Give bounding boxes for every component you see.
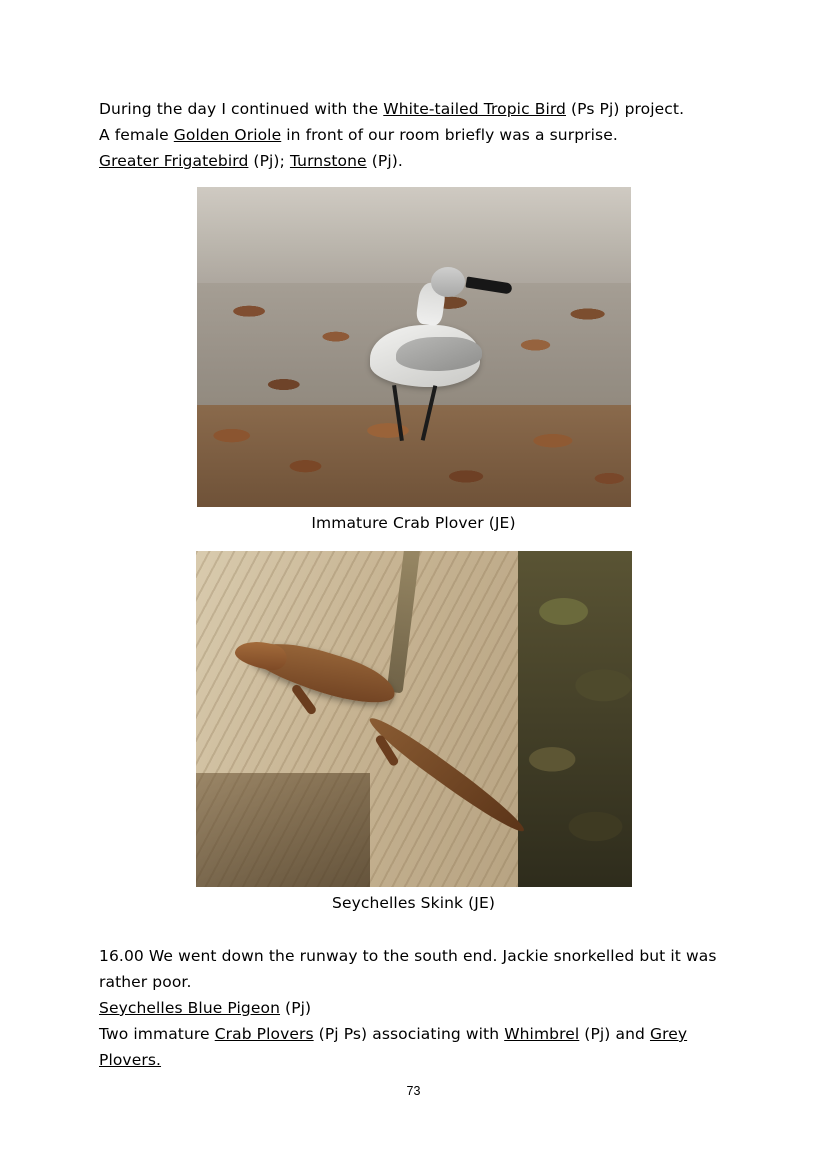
- figure-caption: Seychelles Skink (JE): [332, 894, 495, 912]
- species-link-grey-plovers-part2: Plovers.: [99, 1051, 162, 1069]
- species-link-whimbrel: Whimbrel: [504, 1025, 580, 1043]
- photo-crab-plover: [197, 187, 631, 507]
- bottom-paragraph: [99, 943, 728, 1073]
- photo-region-leaf-litter: [197, 405, 631, 507]
- page-number: 73: [406, 1084, 421, 1098]
- text-run: A female: [99, 126, 174, 144]
- species-link-greater-frigatebird: Greater Frigatebird: [99, 152, 249, 170]
- page-content: [99, 96, 728, 1073]
- text-run: Two immature: [99, 1025, 215, 1043]
- paragraph-line-3: [99, 148, 728, 174]
- paragraph-line-3: [99, 995, 728, 1021]
- photo-region-vegetation: [518, 551, 631, 887]
- text-run: During the day I continued with the: [99, 100, 384, 118]
- figure-crab-plover: [99, 187, 728, 535]
- figure-seychelles-skink: [99, 551, 728, 915]
- paragraph-line-5: [99, 1047, 728, 1073]
- species-link-crab-plovers: Crab Plovers: [214, 1025, 314, 1043]
- bird-head: [431, 267, 465, 297]
- paragraph-line-4: [99, 1021, 728, 1047]
- text-run: in front of our room briefly was a surprise.: [281, 126, 618, 144]
- species-link-white-tailed-tropic-bird: White-tailed Tropic Bird: [383, 100, 566, 118]
- figure-caption: Immature Crab Plover (JE): [311, 514, 516, 532]
- paragraph-line-1: 16.00 We went down the runway to the south end. Jackie snorkelled but it was: [99, 947, 717, 965]
- text-run: (Ps Pj) project.: [566, 100, 685, 118]
- photo-region-log-shadow: [196, 773, 370, 887]
- paragraph-line-2: [99, 122, 728, 148]
- paragraph-line-1: [99, 96, 728, 122]
- top-paragraph: [99, 96, 728, 174]
- species-link-seychelles-blue-pigeon: Seychelles Blue Pigeon: [99, 999, 281, 1017]
- text-run: (Pj);: [248, 152, 290, 170]
- photo-seychelles-skink: [196, 551, 632, 887]
- paragraph-line-2: rather poor.: [99, 973, 192, 991]
- text-run: (Pj) and: [579, 1025, 650, 1043]
- species-link-turnstone: Turnstone: [289, 152, 367, 170]
- species-link-golden-oriole: Golden Oriole: [173, 126, 282, 144]
- text-run: (Pj): [280, 999, 312, 1017]
- species-link-grey-plovers-part1: Grey: [649, 1025, 688, 1043]
- text-run: (Pj).: [366, 152, 403, 170]
- photo-region-water: [197, 187, 631, 296]
- text-run: (Pj Ps) associating with: [313, 1025, 505, 1043]
